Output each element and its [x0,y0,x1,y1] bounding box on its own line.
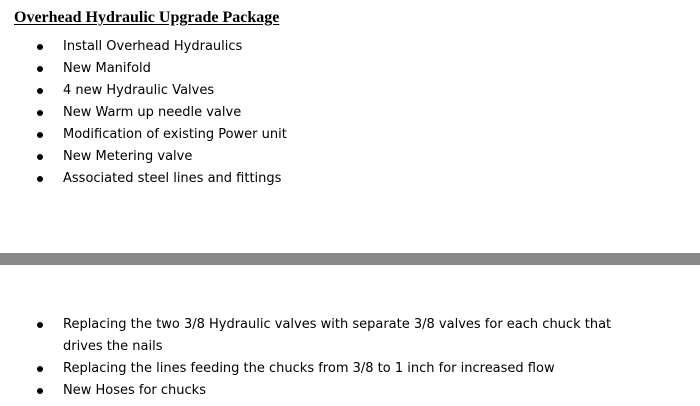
list-item [0,380,653,402]
bullet-icon [37,110,43,116]
bullet-icon [37,366,43,372]
list-item-text: Replacing the two 3/8 Hydraulic valves with separate 3/8 valves for each chuck that drives the nails [63,317,612,354]
list-item [0,314,653,358]
list-item [0,168,287,190]
bullet-icon [37,388,43,394]
upgrade-items-list [0,36,287,190]
list-item [0,358,653,380]
replacement-items-list [0,314,653,402]
bullet-icon [37,322,43,328]
list-item-text: Install Overhead Hydraulics [63,39,243,54]
list-item-text: New Warm up needle valve [63,105,242,120]
list-item-text: 4 new Hydraulic Valves [63,83,215,98]
list-item [0,80,287,102]
bullet-icon [37,154,43,160]
list-item-text: New Metering valve [63,149,193,164]
bullet-icon [37,44,43,50]
list-item [0,146,287,168]
list-item-text: Replacing the lines feeding the chucks from 3/8 to 1 inch for increased flow [63,361,555,376]
list-item [0,58,287,80]
bullet-icon [37,88,43,94]
list-item [0,102,287,124]
page-separator [0,253,700,265]
list-item [0,36,287,58]
list-item-text: New Hoses for chucks [63,383,206,398]
document-heading: Overhead Hydraulic Upgrade Package [14,9,280,26]
list-item-text: Associated steel lines and fittings [63,171,282,186]
bullet-icon [37,132,43,138]
list-item-text: Modification of existing Power unit [63,127,287,142]
bullet-icon [37,176,43,182]
list-item [0,124,287,146]
bullet-icon [37,66,43,72]
list-item-text: New Manifold [63,61,151,76]
